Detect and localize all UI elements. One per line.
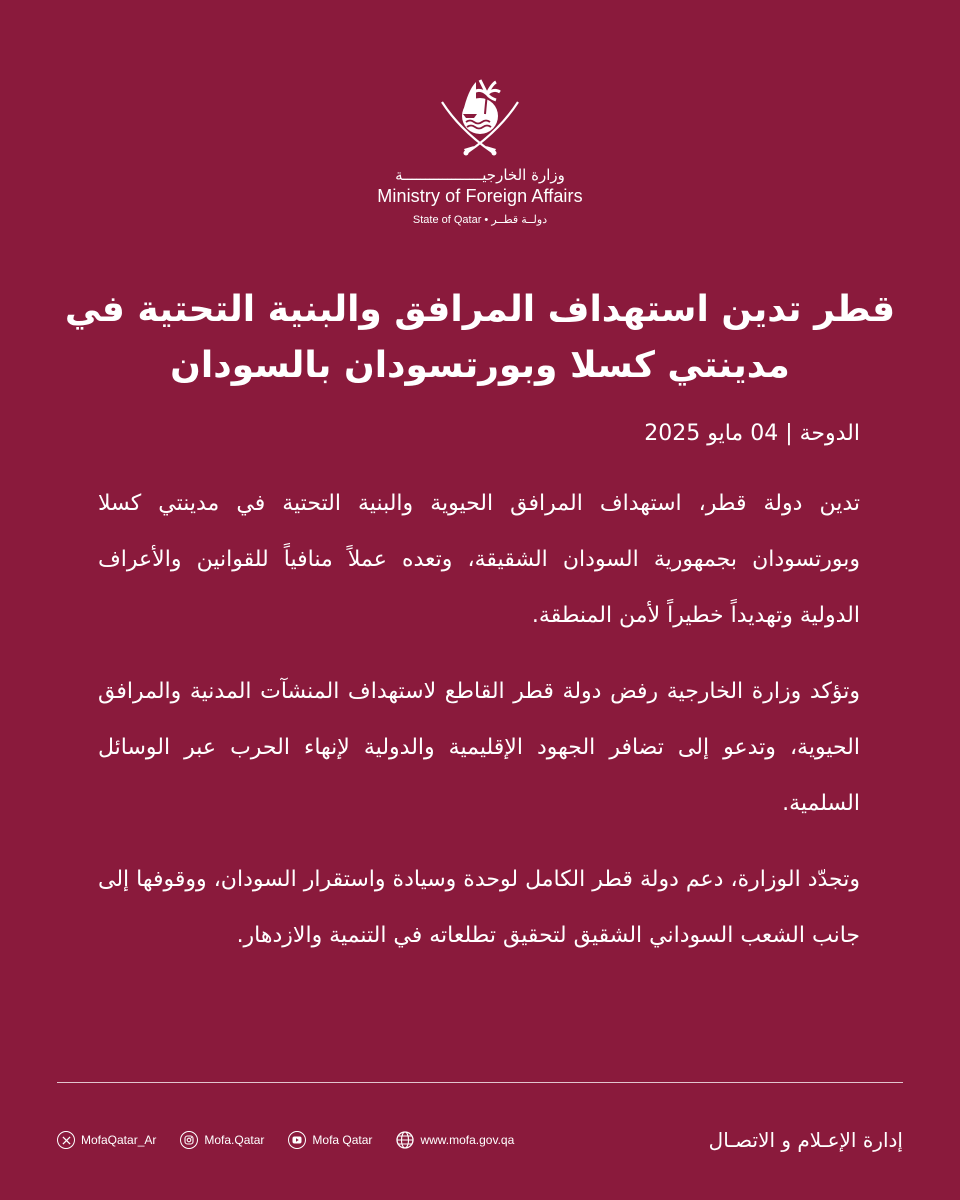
title-line-2: مدينتي كسلا وبورتسودان بالسودان bbox=[170, 345, 790, 386]
paragraph-3: وتجدّد الوزارة، دعم دولة قطر الكامل لوحدة وسيادة واستقرار السودان، ووقوفها إلى جانب الشعب السوداني الشقيق لتحقيق تطلعاته في التنمية والازدهار. bbox=[98, 867, 860, 948]
state-separator: • bbox=[484, 214, 489, 226]
social-youtube-label: Mofa Qatar bbox=[312, 1133, 373, 1147]
footer-divider bbox=[57, 1082, 903, 1083]
ministry-name-english: Ministry of Foreign Affairs bbox=[377, 186, 583, 206]
social-youtube[interactable] bbox=[288, 1131, 372, 1149]
department-name: إدارة الإعـلام و الاتصـال bbox=[708, 1128, 903, 1152]
paragraph-1: تدين دولة قطر، استهداف المرافق الحيوية والبنية التحتية في مدينتي كسلا وبورتسودان بجمهورية السودان الشقيقة، وتعده عملاً منافياً للقوانين والأعراف الدولية وتهديداً خطيراً لأمن المنطقة. bbox=[98, 491, 860, 628]
social-x[interactable] bbox=[57, 1131, 156, 1149]
statement-title bbox=[60, 282, 900, 394]
state-ar: دولــة قطــر bbox=[491, 214, 548, 226]
social-website-label: www.mofa.gov.qa bbox=[420, 1133, 515, 1147]
state-of-qatar-label bbox=[413, 213, 547, 226]
paragraph-2: وتؤكد وزارة الخارجية رفض دولة قطر القاطع لاستهداف المنشآت المدنية والمرافق الحيوية، وتدعو إلى تضافر الجهود الإقليمية والدولية لإنهاء الحرب عبر الوسائل السلمية. bbox=[98, 679, 860, 816]
social-x-label: MofaQatar_Ar bbox=[81, 1133, 157, 1147]
social-links bbox=[57, 1131, 514, 1149]
x-icon bbox=[57, 1131, 75, 1149]
social-instagram-label: Mofa.Qatar bbox=[204, 1133, 265, 1147]
dateline: الدوحة | 04 مايو 2025 bbox=[644, 421, 860, 446]
qatar-emblem-icon bbox=[430, 70, 530, 160]
footer bbox=[57, 1120, 903, 1160]
ministry-name-arabic: وزارة الخارجيــــــــــــــــــة bbox=[395, 166, 565, 184]
state-en: State of Qatar bbox=[412, 214, 482, 226]
social-website[interactable] bbox=[396, 1131, 514, 1149]
statement-body bbox=[98, 414, 860, 984]
ministry-header bbox=[0, 70, 960, 226]
social-instagram[interactable] bbox=[180, 1131, 264, 1149]
youtube-icon bbox=[288, 1131, 306, 1149]
instagram-icon bbox=[180, 1131, 198, 1149]
globe-icon bbox=[396, 1131, 414, 1149]
title-line-1: قطر تدين استهداف المرافق والبنية التحتية في bbox=[64, 289, 896, 330]
